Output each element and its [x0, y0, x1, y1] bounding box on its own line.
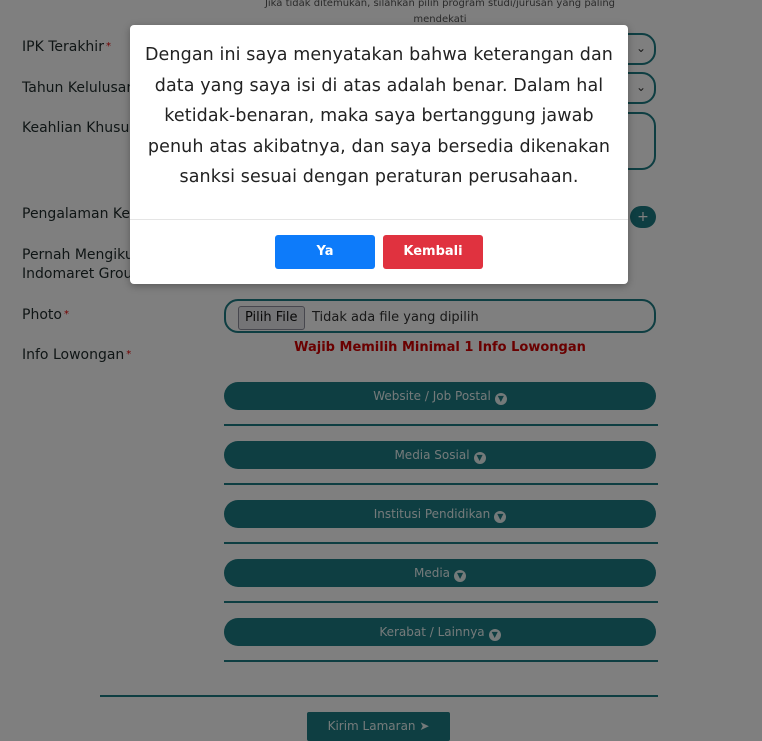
confirm-button[interactable]: Ya	[275, 235, 375, 269]
confirmation-message: Dengan ini saya menyatakan bahwa keterangan dan data yang saya isi di atas adalah benar. Dalam hal ketidak-benaran, maka saya bertanggung jawab penuh atas akibatnya, dan saya bersedia dikenakan sanksi sesuai dengan peraturan perusahaan.	[144, 45, 613, 187]
divider	[130, 219, 628, 220]
cancel-button[interactable]: Kembali	[383, 235, 483, 269]
confirmation-dialog	[130, 25, 628, 284]
